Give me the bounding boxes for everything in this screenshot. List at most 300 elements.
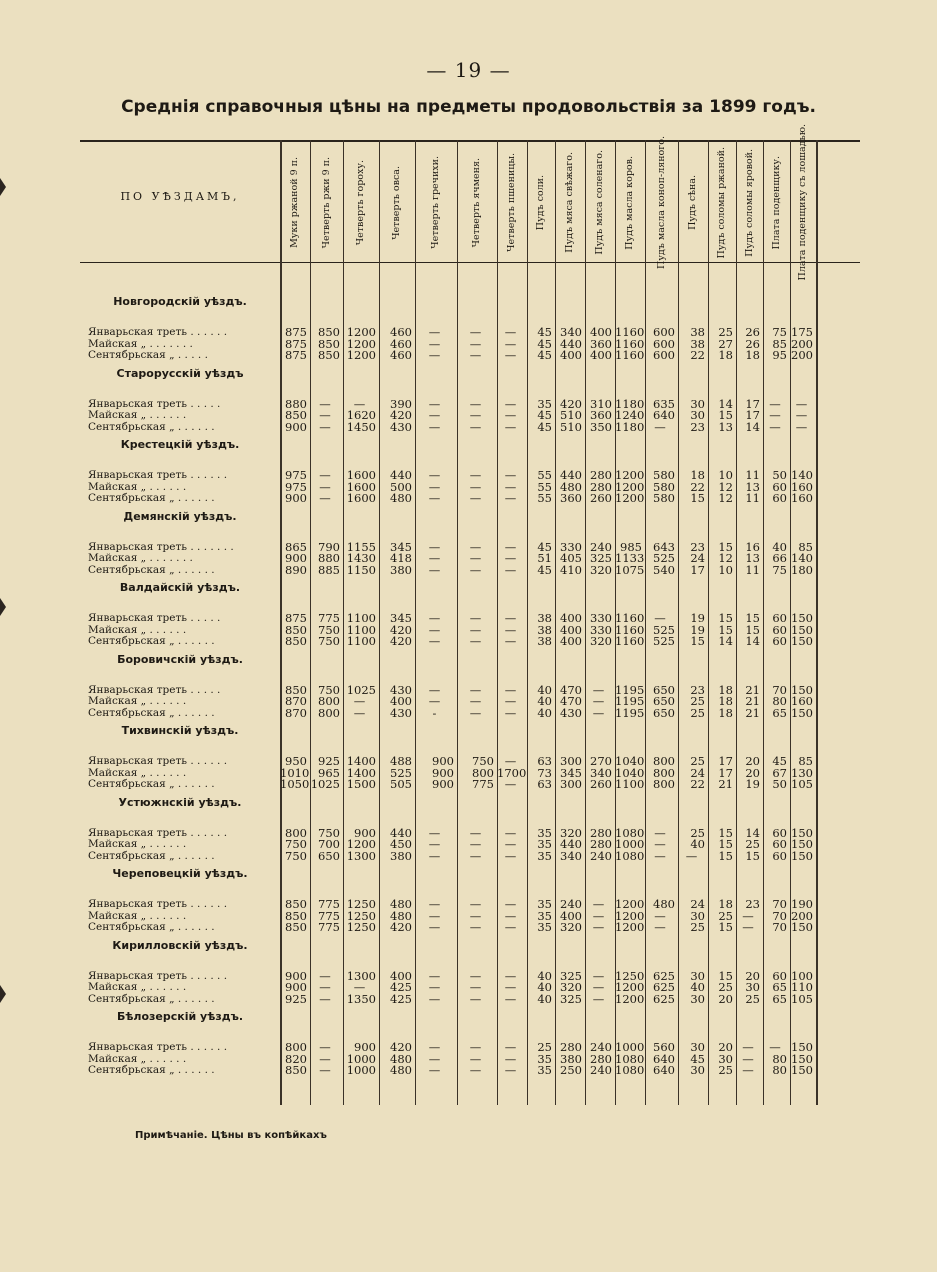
table-cell: 150 [791,611,813,625]
table-cell: 460 [390,325,412,339]
table-cell: 45 [537,336,552,351]
column-header-label: Четверть пшеницы. [506,153,518,252]
table-cell: 488 [390,754,412,768]
table-cell: 1100 [346,611,376,625]
table-cell: 400 [560,611,582,625]
row-label: Сентябрьская „ . . . . . . [88,992,215,1005]
table-cell: 1040 [615,754,645,768]
table-cell: 25 [690,705,705,720]
table-cell: — [319,968,331,983]
table-cell: 405 [560,551,582,565]
table-cell: 600 [653,348,675,362]
table-cell: — [469,694,482,708]
table-cell: 525 [653,551,675,565]
table-cell: 140 [791,551,813,565]
table-cell: — [469,1040,482,1054]
column-header-label: Четверть овса. [391,165,403,240]
district-title: Старорусскій уѣздъ [116,366,244,380]
table-cell: 25 [690,920,705,934]
table-cell: 775 [318,908,340,923]
table-cell: 800 [318,694,340,708]
table-cell: 25 [718,325,733,339]
table-cell: 418 [390,551,412,565]
table-cell: 1160 [615,336,645,351]
table-cell: 21 [718,777,733,791]
table-cell: 25 [718,980,733,994]
table-cell: 1620 [346,408,376,422]
table-cell: 1160 [615,611,645,625]
table-cell: — [504,562,517,577]
table-cell: 150 [791,622,813,637]
column-header [736,150,763,255]
column-header-label: Пудъ масла коноп-ляного. [655,136,667,269]
table-cell: 340 [560,325,582,339]
table-cell: — [504,897,517,911]
table-cell: 50 [772,468,787,482]
row-label: Январьская треть . . . . . [88,397,221,410]
table-cell: 400 [560,348,582,362]
table-cell: 300 [560,754,582,768]
table-cell: 643 [653,539,675,554]
column-header [457,150,497,255]
table-cell: 325 [590,551,612,565]
table-cell: — [504,468,517,482]
table-cell: 470 [560,682,582,697]
table-cell: 380 [560,1051,582,1066]
table-cell: 40 [537,694,552,708]
table-cell: — [654,837,666,851]
row-label: Сентябрьская „ . . . . . . [88,492,215,504]
table-cell: 1080 [615,1051,645,1066]
table-cell: — [469,634,482,648]
column-header [379,150,415,255]
table-cell: 13 [745,551,760,565]
row-label: Майская „ . . . . . . [88,623,187,636]
column-header-label: Пудъ соломы яровой. [743,148,755,257]
table-cell: 23 [690,419,705,434]
table-cell: 105 [791,991,813,1006]
table-cell: — [469,848,482,863]
table-cell: 1075 [615,562,645,577]
table-cell: 400 [560,908,582,923]
table-cell: — [654,419,666,434]
table-cell: 900 [285,491,307,505]
table-cell: 1100 [615,777,645,791]
table-cell: — [654,920,666,934]
table-cell: — [504,920,517,934]
table-cell: — [353,396,366,411]
table-cell: 35 [537,897,552,911]
table-cell: 580 [653,491,675,505]
table-cell: 850 [318,348,340,362]
table-cell: — [319,980,331,994]
table-cell: 24 [690,765,705,780]
table-cell: 45 [537,325,552,339]
table-cell: 17 [745,396,760,411]
table-cell: 440 [390,468,412,482]
table-cell: 20 [745,754,760,768]
table-cell: — [319,491,331,505]
table-cell: — [504,682,517,697]
table-cell: 190 [791,897,813,911]
table-cell: — [428,968,441,983]
table-cell: — [504,419,517,434]
table-cell: 1700 [497,765,527,780]
table-cell: 45 [537,408,552,422]
table-cell: — [428,694,441,708]
table-cell: 310 [590,396,612,411]
table-cell: — [469,980,482,994]
table-cell: — [504,336,517,351]
table-cell: 15 [718,825,733,840]
table-cell: — [428,468,441,482]
table-cell: — [469,551,482,565]
table-cell: 850 [285,908,307,923]
table-cell: 870 [285,694,307,708]
table-cell: 1160 [615,622,645,637]
table-cell: — [742,920,754,934]
table-cell: 18 [745,348,760,362]
table-cell: 65 [772,705,787,720]
table-cell: 1180 [615,396,645,411]
table-cell: 21 [745,694,760,708]
row-label: Январьская треть . . . . . . [88,326,228,338]
table-cell: 26 [745,336,760,351]
table-cell: 800 [285,1040,307,1054]
table-cell: 20 [745,765,760,780]
footnote: Примѣчаніе. Цѣны въ копѣйкахъ [135,1130,327,1141]
table-cell: 45 [690,1051,705,1066]
row-label: Сентябрьская „ . . . . . . [88,849,215,862]
table-cell: 470 [560,694,582,708]
table-cell: 150 [791,1063,813,1077]
table-cell: 18 [718,694,733,708]
table-cell: 12 [718,551,733,565]
column-header-label: Плата поденщику. [770,155,782,250]
table-cell: 1080 [615,848,645,863]
table-cell: — [469,491,482,505]
table-cell: — [742,1040,754,1054]
table-cell: 25 [537,1040,552,1054]
table-cell: 320 [560,980,582,994]
table-cell: 30 [690,1040,705,1054]
table-cell: 17 [745,408,760,422]
table-cell: 23 [690,682,705,697]
table-cell: — [469,408,482,422]
column-header [555,150,585,255]
table-cell: 460 [390,336,412,351]
table-cell: 25 [690,694,705,708]
table-cell: 1400 [346,765,376,780]
table-header-rule [80,262,860,263]
table-cell: 150 [791,1040,813,1054]
table-cell: 440 [560,468,582,482]
table-cell: 55 [537,468,552,482]
table-cell: — [654,825,666,840]
table-cell: 85 [798,539,813,554]
table-cell: 35 [537,837,552,851]
table-cell: 40 [772,539,787,554]
table-cell: — [428,908,441,923]
table-cell: — [353,705,366,720]
column-header [343,150,379,255]
table-cell: — [504,539,517,554]
table-cell: — [592,920,605,934]
table-cell: 925 [285,991,307,1006]
district-title: Череповецкій уѣздъ. [112,867,248,880]
table-cell: 440 [560,336,582,351]
table-cell: 790 [318,539,340,554]
table-cell: 820 [285,1051,307,1066]
table-cell: 17 [718,765,733,780]
table-cell: — [428,491,441,505]
table-cell: 775 [318,920,340,934]
row-label: Сентябрьская „ . . . . . . [88,921,215,933]
table-cell: 35 [537,1063,552,1077]
table-cell: — [428,634,441,648]
table-cell: — [469,468,482,482]
table-cell: 1160 [615,325,645,339]
table-cell: — [742,1051,754,1066]
table-cell: 430 [560,705,582,720]
table-cell: 260 [590,777,612,791]
table-cell: 330 [590,622,612,637]
column-header-label: Пудъ масла коров. [624,155,636,250]
table-cell: 65 [772,980,787,994]
table-cell: 15 [745,611,760,625]
table-cell: 425 [390,991,412,1006]
table-cell: 900 [432,754,454,768]
table-cell: 13 [745,479,760,494]
table-cell: 865 [285,539,307,554]
table-cell: 51 [537,551,552,565]
table-cell: 480 [653,897,675,911]
table-cell: 19 [745,777,760,791]
table-cell: 60 [772,634,787,648]
table-cell: 510 [560,419,582,434]
table-cell: 320 [590,634,612,648]
table-cell: 400 [590,325,612,339]
table-cell: 85 [798,754,813,768]
table-cell: 80 [772,1051,787,1066]
table-cell: 330 [560,539,582,554]
table-cell: — [469,991,482,1006]
table-cell: — [504,325,517,339]
district-title: Бѣлозерскій уѣздъ. [116,1010,244,1023]
column-header [415,150,457,255]
table-cell: — [319,468,331,482]
row-label: Январьская треть . . . . . . [88,826,228,839]
column-header-label: Пудъ соли. [535,174,547,231]
table-cell: 1400 [346,754,376,768]
table-cell: 700 [318,837,340,851]
table-cell: 150 [791,920,813,934]
table-cell: 1430 [346,551,376,565]
table-cell: — [504,705,517,720]
table-cell: — [504,634,517,648]
table-cell: 540 [653,562,675,577]
table-cell: 1050 [280,777,310,791]
table-cell: 105 [791,777,813,791]
table-cell: — [769,419,781,434]
table-cell: — [469,325,482,339]
table-cell: 40 [537,705,552,720]
table-cell: 25 [745,837,760,851]
table-cell: 650 [318,848,340,863]
table-cell: — [504,348,517,362]
table-cell: 280 [560,1040,582,1054]
table-cell: — [469,897,482,911]
table-cell: 70 [772,920,787,934]
table-cell: 1600 [346,491,376,505]
table-cell: 480 [390,1051,412,1066]
table-cell: 85 [772,336,787,351]
table-cell: — [592,991,605,1006]
table-cell: 200 [791,348,813,362]
table-cell: 66 [772,551,787,565]
column-header-label: Муки ржаной 9 п. [289,157,301,248]
table-cell: 15 [718,622,733,637]
table-cell: 510 [560,408,582,422]
table-cell: 280 [590,1051,612,1066]
table-cell: 80 [772,1063,787,1077]
table-cell: — [504,754,517,768]
table-cell: — [428,1040,441,1054]
table-cell: 890 [285,562,307,577]
table-cell: 1600 [346,468,376,482]
table-cell: 25 [745,991,760,1006]
table-cell: 150 [791,705,813,720]
table-cell: 17 [718,754,733,768]
table-cell: 15 [718,968,733,983]
table-cell: — [795,419,808,434]
table-cell: 45 [537,539,552,554]
table-cell: 1100 [346,634,376,648]
table-cell: 1195 [615,705,645,720]
table-cell: 850 [318,336,340,351]
table-cell: — [504,1040,517,1054]
table-cell: 750 [285,848,307,863]
table-cell: 420 [390,634,412,648]
column-header [678,150,708,255]
table-cell: 25 [690,825,705,840]
table-cell: — [592,908,605,923]
table-cell: 800 [653,754,675,768]
table-cell: 11 [745,468,760,482]
row-label: Майская „ . . . . . . . [88,552,193,564]
table-cell: 525 [653,622,675,637]
table-cell: — [319,991,331,1006]
table-cell: — [469,419,482,434]
table-cell: 60 [772,837,787,851]
table-cell: — [469,1051,482,1066]
row-label: Январьская треть . . . . . . . [88,540,234,553]
table-cell: — [504,479,517,494]
table-cell: 340 [590,765,612,780]
table-cell: 1000 [615,1040,645,1054]
table-cell: 750 [285,837,307,851]
table-cell: — [654,848,666,863]
table-cell: 1250 [346,908,376,923]
table-cell: 24 [690,897,705,911]
district-title: Демянскій уѣздъ. [123,509,237,523]
table-cell: 17 [690,562,705,577]
row-label: Майская „ . . . . . . [88,695,187,707]
table-cell: 15 [690,491,705,505]
table-cell: — [428,551,441,565]
table-cell: 1300 [346,848,376,863]
table-cell: 640 [653,1063,675,1077]
table-cell: 25 [718,1063,733,1077]
table-cell: 850 [285,622,307,637]
table-cell: 1180 [615,419,645,434]
table-cell: — [504,408,517,422]
table-cell: 1200 [615,479,645,494]
table-cell: 35 [537,825,552,840]
table-cell: 400 [590,348,612,362]
table-cell: 18 [718,682,733,697]
table-cell: 1025 [346,682,376,697]
table-cell: 38 [690,336,705,351]
table-cell: 400 [390,694,412,708]
table-cell: 14 [745,634,760,648]
table-cell: 1250 [346,897,376,911]
table-cell: 95 [772,348,787,362]
table-cell: 900 [432,777,454,791]
table-cell: 350 [590,419,612,434]
table-cell: 650 [653,694,675,708]
table-cell: 15 [718,848,733,863]
table-cell: 430 [390,705,412,720]
table-cell: 1200 [615,991,645,1006]
table-cell: — [769,408,781,422]
table-cell: 1600 [346,479,376,494]
table-cell: 75 [772,325,787,339]
row-label: Майская „ . . . . . . . [88,337,193,350]
table-cell: 30 [690,408,705,422]
table-cell: 60 [772,479,787,494]
table-cell: 19 [690,622,705,637]
table-cell: — [504,837,517,851]
table-cell: — [469,562,482,577]
table-cell: 420 [390,920,412,934]
table-cell: 15 [718,837,733,851]
table-cell: 38 [690,325,705,339]
table-cell: 200 [791,908,813,923]
table-cell: 150 [791,682,813,697]
table-cell: 240 [590,539,612,554]
table-cell: 1040 [615,765,645,780]
table-cell: 885 [318,562,340,577]
table-cell: 75 [772,562,787,577]
table-cell: 875 [285,336,307,351]
table-cell: 430 [390,682,412,697]
table-cell: 1350 [346,991,376,1006]
table-cell: 240 [590,1040,612,1054]
table-cell: 340 [560,848,582,863]
table-cell: 175 [791,325,813,339]
table-cell: 870 [285,705,307,720]
table-cell: 20 [718,1040,733,1054]
table-cell: 875 [285,348,307,362]
row-label: Январьская треть . . . . . [88,612,221,624]
table-cell: — [469,920,482,934]
table-cell: — [654,908,666,923]
table-cell: 18 [690,468,705,482]
table-cell: 11 [745,491,760,505]
table-cell: 450 [390,837,412,851]
table-cell: — [504,908,517,923]
